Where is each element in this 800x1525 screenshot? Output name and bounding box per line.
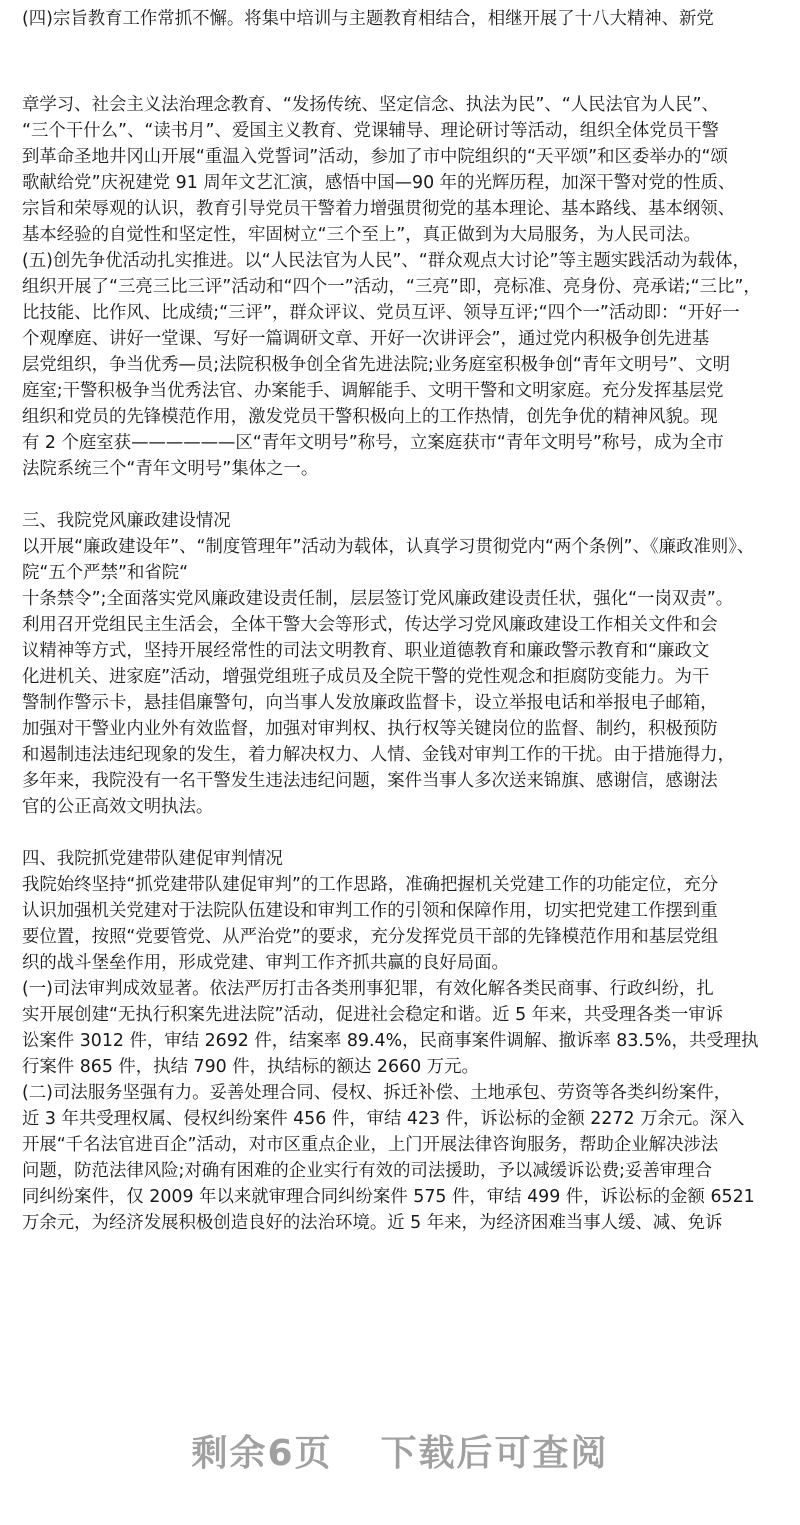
text-line: (一)司法审判成效显著。依法严厉打击各类刑事犯罪，有效化解各类民商事、行政纠纷，扎 bbox=[22, 979, 714, 999]
text-line: 庭室;干警积极争当优秀法官、办案能手、调解能手、文明干警和文明家庭。充分发挥基层党 bbox=[22, 381, 724, 401]
text-line: 层党组织，争当优秀—员;法院积极争创全省先进法院;业务庭室积极争创“青年文明号”、文明 bbox=[22, 355, 730, 375]
text-line: 行案件 865 件，执结 790 件，执结标的额达 2660 万元。 bbox=[22, 1057, 479, 1077]
text-line: 院“五个严禁”和省院“ bbox=[22, 563, 189, 583]
text-line: 近 3 年共受理权属、侵权纠纷案件 456 件，审结 423 件，诉讼标的金额 2272 万余元。深入 bbox=[22, 1109, 745, 1129]
text-line: 个观摩庭、讲好一堂课、写好一篇调研文章、开好一次讲评会”，通过党内积极争创先进基 bbox=[22, 329, 710, 349]
text-line: 宗旨和荣辱观的认识，教育引导党员干警着力增强贯彻党的基本理论、基本路线、基本纲领、 bbox=[22, 199, 736, 219]
text-line: 实开展创建“无执行积案先进法院”活动，促进社会稳定和谐。近 5 年来，共受理各类一审诉 bbox=[22, 1005, 723, 1025]
text-line: (四)宗旨教育工作常抓不懈。将集中培训与主题教育相结合，相继开展了十八大精神、新党 bbox=[22, 9, 714, 29]
text-line: 基本经验的自觉性和坚定性，牢固树立“三个至上”，真正做到为大局服务，为人民司法。 bbox=[22, 225, 701, 245]
text-line: 同纠纷案件，仅 2009 年以来就审理合同纠纷案件 575 件，审结 499 件，诉讼标的金额 6521 bbox=[22, 1187, 755, 1207]
text-line: 万余元，为经济发展积极创造良好的法治环境。近 5 年来，为经济困难当事人缓、减、免诉 bbox=[22, 1213, 723, 1233]
download-to-view-label: 下载后可查阅 bbox=[380, 1433, 609, 1474]
text-line: 化进机关、进家庭”活动，增强党组班子成员及全院干警的党性观念和拒腐防变能力。为干 bbox=[22, 667, 710, 687]
remaining-pages-label: 剩余6页 bbox=[191, 1433, 333, 1474]
text-line: 法院系统三个“青年文明号”集体之一。 bbox=[22, 459, 319, 479]
text-line: 有 2 个庭室获——————区“青年文明号”称号，立案庭获市“青年文明号”称号，成为全市 bbox=[22, 433, 724, 453]
text-line: 警制作警示卡，悬挂倡廉警句，向当事人发放廉政监督卡，设立举报电话和举报电子邮箱， bbox=[22, 693, 718, 713]
text-line: 官的公正高效文明执法。 bbox=[22, 797, 214, 817]
text-line: 要位置，按照“党要管党、从严治党”的要求，充分发挥党员干部的先锋模范作用和基层党组 bbox=[22, 927, 719, 947]
text-line: 议精神等方式，坚持开展经常性的司法文明教育、职业道德教育和廉政警示教育和“廉政文 bbox=[22, 641, 710, 661]
text-line: 加强对干警业内业外有效监督，加强对审判权、执行权等关键岗位的监督、制约，积极预防 bbox=[22, 719, 718, 739]
text-line: 十条禁令”;全面落实党风廉政建设责任制，层层签订党风廉政建设责任状，强化“一岗双责”。 bbox=[22, 589, 734, 609]
text-line: 织的战斗堡垒作用，形成党建、审判工作齐抓共赢的良好局面。 bbox=[22, 953, 509, 973]
section-heading: 四、我院抓党建带队建促审判情况 bbox=[22, 849, 283, 869]
text-line: 我院始终坚持“抓党建带队建促审判”的工作思路，准确把握机关党建工作的功能定位，充分 bbox=[22, 875, 719, 895]
text-line: 章学习、社会主义法治理念教育、“发扬传统、坚定信念、执法为民”、“人民法官为人民”、 bbox=[22, 95, 719, 115]
text-line: 组织开展了“三亮三比三评”活动和“四个一”活动，“三亮”即，亮标准、亮身份、亮承诺;“三比”， bbox=[22, 277, 761, 297]
text-line: 利用召开党组民主生活会，全体干警大会等形式，传达学习党风廉政建设工作相关文件和会 bbox=[22, 615, 718, 635]
download-prompt[interactable] bbox=[0, 1425, 800, 1476]
text-line: 讼案件 3012 件，审结 2692 件，结案率 89.4%，民商事案件调解、撤诉率 83.5%，共受理执 bbox=[22, 1031, 759, 1051]
text-line: 以开展“廉政建设年”、“制度管理年”活动为载体，认真学习贯彻党内“两个条例”、《廉政准则》、 bbox=[22, 537, 755, 557]
section-heading: 三、我院党风廉政建设情况 bbox=[22, 511, 231, 531]
text-line: 和遏制违法违纪现象的发生，着力解决权力、人情、金钱对审判工作的干扰。由于措施得力， bbox=[22, 745, 736, 765]
text-line: 认识加强机关党建对于法院队伍建设和审判工作的引领和保障作用，切实把党建工作摆到重 bbox=[22, 901, 718, 921]
text-line: (二)司法服务坚强有力。妥善处理合同、侵权、拆迁补偿、土地承包、劳资等各类纠纷案件， bbox=[22, 1083, 732, 1103]
text-line: 开展“千名法官进百企”活动，对市区重点企业，上门开展法律咨询服务，帮助企业解决涉法 bbox=[22, 1135, 719, 1155]
text-line: 组织和党员的先锋模范作用，激发党员干警积极向上的工作热情，创先争优的精神风貌。现 bbox=[22, 407, 718, 427]
text-line: 问题，防范法律风险;对确有困难的企业实行有效的司法援助，予以减缓诉讼费;妥善审理合 bbox=[22, 1161, 712, 1181]
text-line: 到革命圣地井冈山开展“重温入党誓词”活动，参加了市中院组织的“天平颂”和区委举办的“颂 bbox=[22, 147, 728, 167]
text-line: 比技能、比作风、比成绩;“三评”，群众评议、党员互评、领导互评;“四个一”活动即：“开好一 bbox=[22, 303, 740, 323]
text-line: 多年来，我院没有一名干警发生违法违纪问题，案件当事人多次送来锦旗、感谢信，感谢法 bbox=[22, 771, 718, 791]
text-line: “三个干什么”、“读书月”、爱国主义教育、党课辅导、理论研讨等活动，组织全体党员干警 bbox=[22, 121, 719, 141]
text-line: 歌献给党”庆祝建党 91 周年文艺汇演，感悟中国—90 年的光辉历程，加深干警对党的性质、 bbox=[22, 173, 736, 193]
text-line: (五)创先争优活动扎实推进。以“人民法官为人民”、“群众观点大讨论”等主题实践活动为载体， bbox=[22, 251, 750, 271]
